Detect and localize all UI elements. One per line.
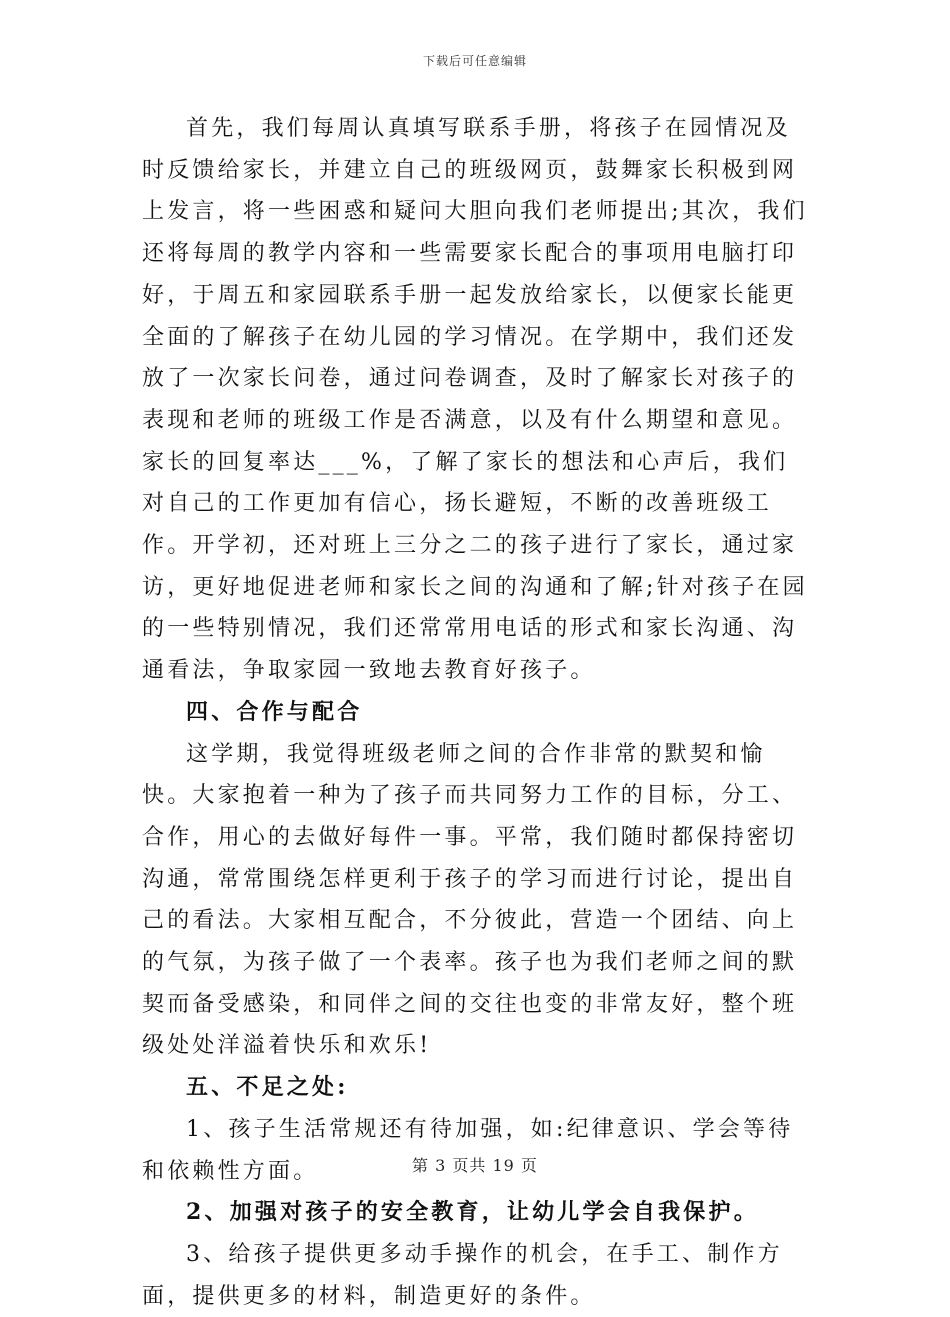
section-heading-shortcomings: 五、不足之处: (186, 1074, 349, 1101)
list-item-shortcoming-1: 1、孩子生活常规还有待加强，如:纪律意识、学会等待和依赖性方面。 (142, 1116, 794, 1184)
page-header: 下载后可任意编辑 (422, 54, 527, 68)
list-item-shortcoming-2: 2、加强对孩子的安全教育，让幼儿学会自我保护。 (186, 1199, 759, 1226)
document-body (142, 108, 812, 1317)
paragraph-teacher-cooperation: 这学期，我觉得班级老师之间的合作非常的默契和愉快。大家抱着一种为了孩子而共同努力工作的目标，分工、合作，用心的去做好每件一事。平常，我们随时都保持密切沟通，常常围绕怎样更利于孩子的学习而进行讨论，提出自己的看法。大家相互配合，不分彼此，营造一个团结、向上的气氛，为孩子做了一个表率。孩子也为我们老师之间的默契而备受感染，和同伴之间的交往也变的非常友好，整个班级处处洋溢着快乐和欢乐! (142, 741, 798, 1059)
page-footer: 第 3 页共 19 页 (412, 1156, 538, 1175)
list-item-shortcoming-3: 3、给孩子提供更多动手操作的机会，在手工、制作方面，提供更多的材料，制造更好的条件。 (142, 1241, 783, 1309)
section-heading-cooperation: 四、合作与配合 (186, 698, 363, 725)
paragraph-parent-communication: 首先，我们每周认真填写联系手册，将孩子在园情况及时反馈给家长，并建立自己的班级网页，鼓舞家长积极到网上发言，将一些困惑和疑问大胆向我们老师提出;其次，我们还将每周的教学内容和一些需要家长配合的事项用电脑打印好，于周五和家园联系手册一起发放给家长，以便家长能更全面的了解孩子在幼儿园的学习情况。在学期中，我们还发放了一次家长问卷，通过问卷调查，及时了解家长对孩子的表现和老师的班级工作是否满意，以及有什么期望和意见。家长的回复率达___%，了解了家长的想法和心声后，我们对自己的工作更加有信心，扬长避短，不断的改善班级工作。开学初，还对班上三分之二的孩子进行了家长，通过家访，更好地促进老师和家长之间的沟通和了解;针对孩子在园的一些特别情况，我们还常常用电话的形式和家长沟通、沟通看法，争取家园一致地去教育好孩子。 (142, 116, 808, 684)
